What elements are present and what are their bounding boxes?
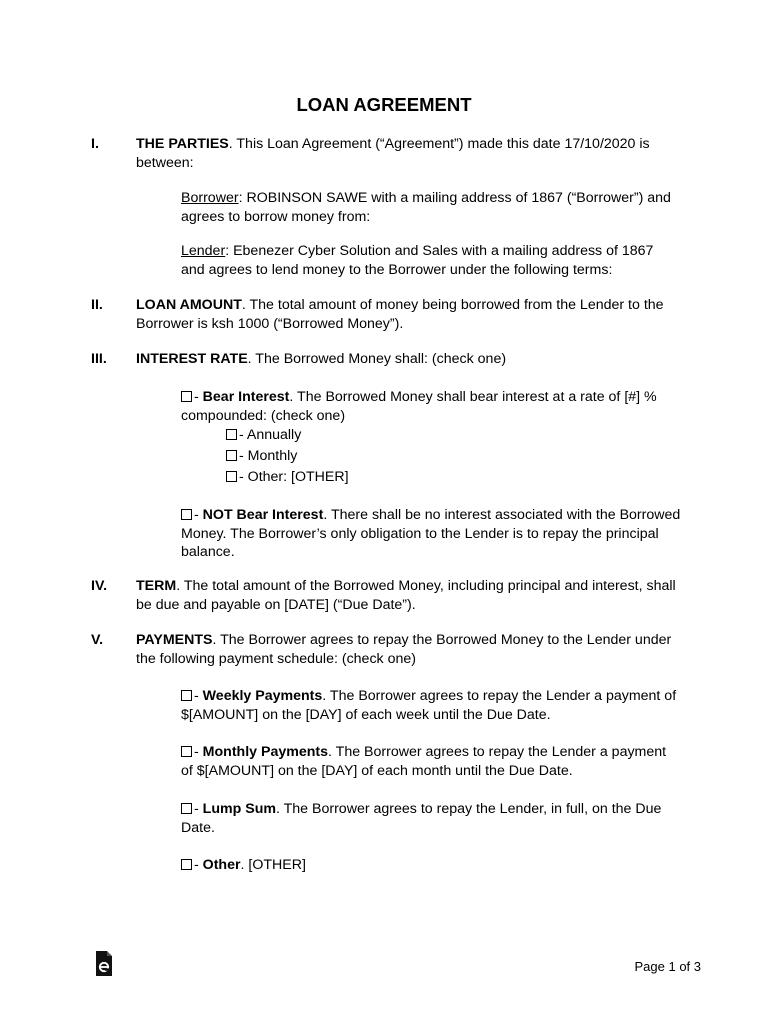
option-label: Monthly Payments <box>202 744 329 760</box>
section-text: . The total amount of the Borrowed Money, including principal and interest, shall be due and payable on [DATE] (“Due Date”). <box>136 578 676 613</box>
option-label: - Annually <box>239 427 302 443</box>
section-body <box>136 577 681 614</box>
option-dash: - <box>194 507 203 523</box>
section-text: . The Borrower agrees to repay the Borrowed Money to the Lender under the following payment schedule: (check one) <box>136 632 672 667</box>
option-text: . [OTHER] <box>240 857 306 873</box>
borrower-text: : ROBINSON SAWE with a mailing address of 1867 (“Borrower”) and agrees to borrow money from: <box>181 190 671 225</box>
compound-option-other <box>226 468 349 487</box>
option-dash: - <box>194 389 203 405</box>
section-heading: PAYMENTS <box>136 632 213 648</box>
lender-paragraph <box>181 242 681 279</box>
option-dash: - <box>194 744 203 760</box>
lender-label: Lender <box>181 243 226 259</box>
other-checkbox[interactable] <box>226 471 237 482</box>
payment-option-lump-sum <box>181 800 681 837</box>
section-text: . The Borrowed Money shall: (check one) <box>247 351 507 367</box>
section-heading: INTEREST RATE <box>136 351 248 367</box>
section-text: . This Loan Agreement (“Agreement”) made this date 17/10/2020 is between: <box>136 136 650 171</box>
option-label: - Monthly <box>239 448 298 464</box>
not-bear-interest-label: NOT Bear Interest <box>202 507 324 523</box>
section-number: III. <box>91 351 107 367</box>
bear-interest-checkbox[interactable] <box>181 391 192 402</box>
bear-interest-text: . The Borrowed Money shall bear interest at a rate of [#] % compounded: (check one) <box>181 389 657 424</box>
option-text: . The Borrower agrees to repay the Lender a payment of $[AMOUNT] on the [DAY] of each month until the Due Date. <box>181 744 667 779</box>
bear-interest-option <box>181 388 681 425</box>
borrower-paragraph <box>181 189 681 226</box>
weekly-payments-checkbox[interactable] <box>181 690 192 701</box>
section-body <box>136 296 681 333</box>
payment-option-monthly <box>181 743 681 780</box>
not-bear-interest-checkbox[interactable] <box>181 509 192 520</box>
section-heading: TERM <box>136 578 177 594</box>
option-dash: - <box>194 688 203 704</box>
section-number: V. <box>91 632 104 648</box>
section-body <box>136 350 681 369</box>
payment-option-other <box>181 856 681 875</box>
option-label: - Other: [OTHER] <box>239 469 349 485</box>
annually-checkbox[interactable] <box>226 429 237 440</box>
page-number: Page 1 of 3 <box>634 959 701 974</box>
not-bear-interest-text: . There shall be no interest associated with the Borrowed Money. The Borrower’s only obligation to the Lender is to repay the principal balance. <box>181 507 681 560</box>
compound-option-monthly <box>226 447 297 466</box>
monthly-checkbox[interactable] <box>226 450 237 461</box>
section-body <box>136 631 681 668</box>
option-dash: - <box>194 857 203 873</box>
option-label: Weekly Payments <box>202 688 323 704</box>
section-text: . The total amount of money being borrowed from the Lender to the Borrower is ksh 1000 (“Borrowed Money”). <box>136 297 664 332</box>
payment-option-weekly <box>181 687 681 724</box>
lump-sum-checkbox[interactable] <box>181 803 192 814</box>
other-payment-checkbox[interactable] <box>181 859 192 870</box>
borrower-label: Borrower <box>181 190 239 206</box>
section-body <box>136 135 681 172</box>
not-bear-interest-option <box>181 506 681 562</box>
section-number: II. <box>91 297 103 313</box>
bear-interest-label: Bear Interest <box>202 389 290 405</box>
eforms-logo-icon <box>95 951 113 977</box>
option-label: Lump Sum <box>202 801 276 817</box>
lender-text: : Ebenezer Cyber Solution and Sales with a mailing address of 1867 and agrees to lend money to the Borrower under the following terms: <box>181 243 654 278</box>
option-dash: - <box>194 801 203 817</box>
monthly-payments-checkbox[interactable] <box>181 746 192 757</box>
option-text: . The Borrower agrees to repay the Lender a payment of $[AMOUNT] on the [DAY] of each week until the Due Date. <box>181 688 677 723</box>
compound-option-annually <box>226 426 301 445</box>
section-heading: LOAN AMOUNT <box>136 297 242 313</box>
section-number: I. <box>91 136 99 152</box>
document-title: LOAN AGREEMENT <box>296 94 472 115</box>
option-text: . The Borrower agrees to repay the Lender, in full, on the Due Date. <box>181 801 662 836</box>
section-heading: THE PARTIES <box>136 136 229 152</box>
option-label: Other <box>202 857 241 873</box>
section-number: IV. <box>91 578 108 594</box>
